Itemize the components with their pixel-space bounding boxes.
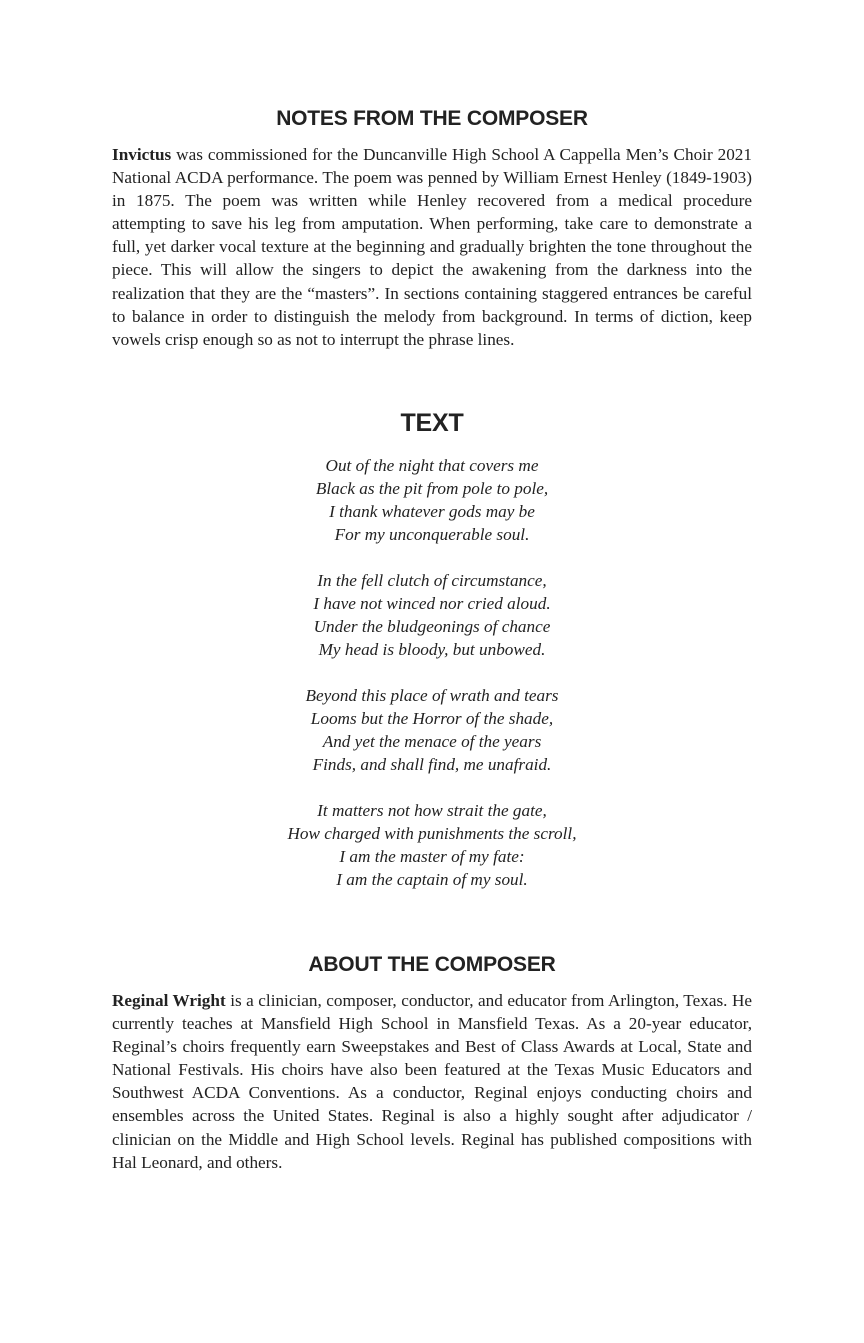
poem-line: Out of the night that covers me (325, 456, 539, 475)
poem-line: How charged with punishments the scroll, (287, 824, 577, 843)
poem-line: I am the master of my fate: (339, 847, 525, 866)
poem-line: Finds, and shall find, me unafraid. (312, 755, 552, 774)
stanza-4 (112, 799, 752, 891)
poem-line: Beyond this place of wrath and tears (305, 686, 559, 705)
poem (112, 454, 752, 914)
about-body: is a clinician, composer, conductor, and educator from Arlington, Texas. He currently teaches at Mansfield High School in Mansfield Texas. As a 20-year educator, Reginal’s choirs frequently earn Sweepstakes and Best of Class Awards at Local, State and National Festivals. His choirs have also been featured at the Texas Music Educators and Southwest ACDA Conventions. As a conductor, Reginal enjoys conducting choirs and ensembles across the United States. Reginal is also a highly sought after adjudicator / clinician on the Middle and High School levels. Reginal has published compositions with Hal Leonard, and others. (112, 991, 752, 1172)
poem-line: I have not winced nor cried aloud. (313, 594, 551, 613)
notes-heading: NOTES FROM THE COMPOSER (276, 107, 588, 130)
poem-line: For my unconquerable soul. (334, 525, 530, 544)
text-heading: TEXT (400, 409, 464, 437)
poem-line: I thank whatever gods may be (329, 502, 535, 521)
poem-line: My head is bloody, but unbowed. (318, 640, 546, 659)
about-paragraph (112, 989, 752, 1174)
poem-line: Black as the pit from pole to pole, (315, 479, 549, 498)
poem-line: I am the captain of my soul. (336, 870, 528, 889)
poem-line: Looms but the Horror of the shade, (310, 709, 554, 728)
stanza-3 (112, 684, 752, 776)
composer-name-bold: Reginal Wright (112, 991, 226, 1010)
poem-line: In the fell clutch of circumstance, (317, 571, 547, 590)
stanza-1 (112, 454, 752, 546)
notes-body: was commissioned for the Duncanville High School A Cappella Men’s Choir 2021 National ACDA performance. The poem was penned by William Ernest Henley (1849-1903) in 1875. The poem was written while Henley recovered from a medical procedure attempting to save his leg from amputation. When performing, take care to demonstrate a full, yet darker vocal texture at the beginning and gradually brighten the tone throughout the piece. This will allow the singers to depict the awakening from the darkness into the realization that they are the “masters”. In sections containing staggered entrances be careful to balance in order to distinguish the melody from background. In terms of diction, keep vowels crisp enough so as not to interrupt the phrase lines. (112, 145, 752, 349)
poem-line: And yet the menace of the years (322, 732, 542, 751)
poem-line: It matters not how strait the gate, (317, 801, 547, 820)
about-heading: ABOUT THE COMPOSER (308, 953, 556, 976)
poem-line: Under the bludgeonings of chance (313, 617, 551, 636)
notes-paragraph (112, 143, 752, 351)
stanza-2 (112, 569, 752, 661)
notes-title-bold: Invictus (112, 145, 172, 164)
